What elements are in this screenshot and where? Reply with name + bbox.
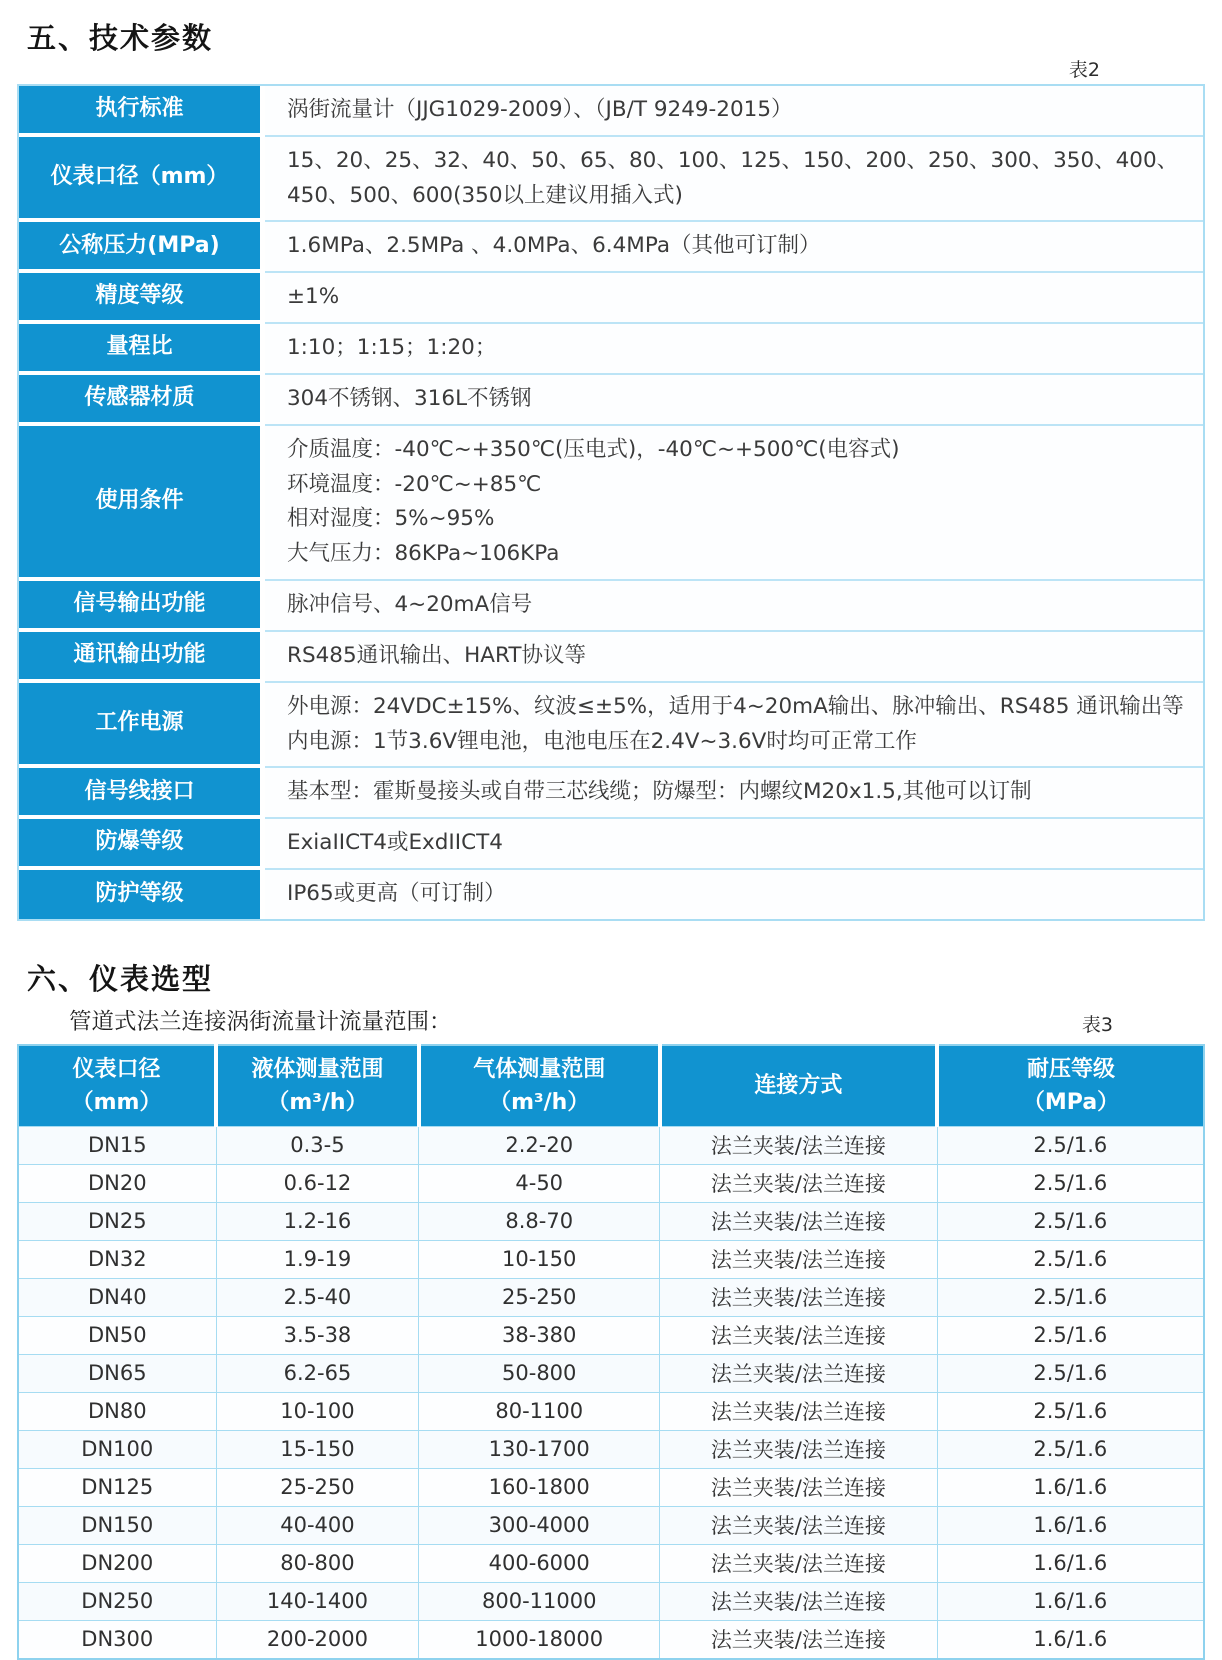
table-cell: DN200	[18, 1544, 216, 1582]
table-cell: 1.6/1.6	[937, 1506, 1204, 1544]
table-cell: DN125	[18, 1468, 216, 1506]
spec-parameter-value	[265, 768, 1203, 819]
column-header: 仪表口径 （mm）	[18, 1045, 216, 1127]
table-row	[18, 1392, 1204, 1430]
table-cell: 法兰夹装/法兰连接	[660, 1202, 938, 1240]
spec-row	[19, 683, 1203, 769]
table-cell: 2.5/1.6	[937, 1392, 1204, 1430]
selection-header-row	[18, 1045, 1204, 1127]
spec-parameter-value	[265, 375, 1203, 426]
table-row	[18, 1468, 1204, 1506]
spec-parameter-label: 仪表口径（mm）	[19, 137, 265, 223]
table-cell: 15-150	[216, 1430, 419, 1468]
spec-value-line: 介质温度：-40℃~+350℃(压电式)，-40℃~+500℃(电容式)	[287, 436, 900, 462]
table-row	[18, 1316, 1204, 1354]
table-cell: 140-1400	[216, 1582, 419, 1620]
spec-row	[19, 426, 1203, 581]
spec-value-line: 1:10；1:15；1:20；	[287, 335, 497, 361]
column-header: 耐压等级 （MPa）	[937, 1045, 1204, 1127]
table-cell: 2.2-20	[419, 1126, 660, 1164]
instrument-selection-table	[17, 1044, 1205, 1660]
table-cell: 130-1700	[419, 1430, 660, 1468]
table-cell: 400-6000	[419, 1544, 660, 1582]
spec-value-line: 环境温度：-20℃~+85℃	[287, 471, 542, 497]
table-cell: 80-800	[216, 1544, 419, 1582]
table-cell: DN100	[18, 1430, 216, 1468]
table-cell: 2.5/1.6	[937, 1164, 1204, 1202]
table-cell: 法兰夹装/法兰连接	[660, 1240, 938, 1278]
table-cell: 2.5/1.6	[937, 1354, 1204, 1392]
spec-parameter-value	[265, 86, 1203, 137]
spec-value-line: ExiaIICT4或ExdIICT4	[287, 830, 503, 856]
table-cell: 法兰夹装/法兰连接	[660, 1506, 938, 1544]
table-row	[18, 1620, 1204, 1659]
spec-parameter-value	[265, 581, 1203, 632]
table-cell: 10-100	[216, 1392, 419, 1430]
spec-parameter-label: 传感器材质	[19, 375, 265, 426]
table-cell: 法兰夹装/法兰连接	[660, 1316, 938, 1354]
spec-row	[19, 870, 1203, 919]
spec-parameter-label: 公称压力(MPa)	[19, 222, 265, 273]
spec-parameter-value	[265, 632, 1203, 683]
spec-parameter-label: 通讯输出功能	[19, 632, 265, 683]
spec-row	[19, 137, 1203, 223]
spec-value-line: 外电源：24VDC±15%、纹波≤±5%，适用于4~20mA输出、脉冲输出、RS485 通讯输出等内电源：1节3.6V锂电池，电池电压在2.4V~3.6V时均可正常工作	[287, 693, 1184, 754]
table-cell: DN15	[18, 1126, 216, 1164]
spec-parameter-label: 防护等级	[19, 870, 265, 919]
spec-value-line: ±1%	[287, 284, 340, 310]
spec-row	[19, 273, 1203, 324]
table-row	[18, 1126, 1204, 1164]
table-row	[18, 1582, 1204, 1620]
spec-parameter-label: 精度等级	[19, 273, 265, 324]
spec-parameter-value	[265, 819, 1203, 870]
spec-parameter-value	[265, 222, 1203, 273]
spec-parameter-label: 信号输出功能	[19, 581, 265, 632]
table-cell: 法兰夹装/法兰连接	[660, 1392, 938, 1430]
table-row	[18, 1430, 1204, 1468]
table-cell: DN32	[18, 1240, 216, 1278]
spec-parameter-value	[265, 870, 1203, 919]
spec-value-line: 1.6MPa、2.5MPa 、4.0MPa、6.4MPa（其他可订制）	[287, 233, 821, 259]
spec-row	[19, 632, 1203, 683]
table-cell: 0.6-12	[216, 1164, 419, 1202]
table-cell: 2.5/1.6	[937, 1430, 1204, 1468]
table-cell: 法兰夹装/法兰连接	[660, 1582, 938, 1620]
table-cell: 4-50	[419, 1164, 660, 1202]
spec-value-line: 大气压力：86KPa~106KPa	[287, 541, 560, 567]
section6-subtitle: 管道式法兰连接涡街流量计流量范围：	[69, 1008, 452, 1035]
table-cell: 300-4000	[419, 1506, 660, 1544]
table-cell: DN65	[18, 1354, 216, 1392]
table-row	[18, 1202, 1204, 1240]
table-row	[18, 1164, 1204, 1202]
column-header: 连接方式	[660, 1045, 938, 1127]
table-cell: 6.2-65	[216, 1354, 419, 1392]
column-header: 液体测量范围 （m³/h）	[216, 1045, 419, 1127]
table-cell: 1.6/1.6	[937, 1620, 1204, 1659]
table-cell: 法兰夹装/法兰连接	[660, 1278, 938, 1316]
spec-value-line: 15、20、25、32、40、50、65、80、100、125、150、200、250、300、350、400、450、500、600(350以上建议用插入式)	[287, 147, 1179, 208]
table-cell: 2.5-40	[216, 1278, 419, 1316]
section6-title: 六、仪表选型	[27, 961, 214, 996]
table-row	[18, 1354, 1204, 1392]
table-cell: 25-250	[419, 1278, 660, 1316]
section5-title: 五、技术参数	[27, 21, 214, 55]
spec-value-line: 相对湿度：5%~95%	[287, 506, 495, 532]
spec-parameter-label: 使用条件	[19, 426, 265, 581]
table-cell: 3.5-38	[216, 1316, 419, 1354]
table-cell: 法兰夹装/法兰连接	[660, 1126, 938, 1164]
table-row	[18, 1278, 1204, 1316]
spec-value-line: IP65或更高（可订制）	[287, 881, 506, 907]
selection-table-body	[18, 1126, 1204, 1659]
spec-row	[19, 375, 1203, 426]
table-cell: DN300	[18, 1620, 216, 1659]
table-cell: DN20	[18, 1164, 216, 1202]
table-cell: 法兰夹装/法兰连接	[660, 1430, 938, 1468]
table-row	[18, 1506, 1204, 1544]
table-cell: 8.8-70	[419, 1202, 660, 1240]
table2-tag: 表2	[1068, 59, 1100, 81]
table-row	[18, 1544, 1204, 1582]
table-cell: 法兰夹装/法兰连接	[660, 1164, 938, 1202]
table-cell: DN250	[18, 1582, 216, 1620]
table-cell: 2.5/1.6	[937, 1126, 1204, 1164]
table-cell: 法兰夹装/法兰连接	[660, 1620, 938, 1659]
spec-value-line: RS485通讯输出、HART协议等	[287, 642, 587, 668]
spec-parameter-value	[265, 137, 1203, 223]
spec-parameter-value	[265, 273, 1203, 324]
table-cell: 40-400	[216, 1506, 419, 1544]
table-cell: 1.2-16	[216, 1202, 419, 1240]
spec-row	[19, 581, 1203, 632]
column-header: 气体测量范围 （m³/h）	[419, 1045, 660, 1127]
table-cell: 160-1800	[419, 1468, 660, 1506]
table-cell: 800-11000	[419, 1582, 660, 1620]
spec-parameter-value	[265, 683, 1203, 769]
selection-table-header	[18, 1045, 1204, 1127]
table-cell: 法兰夹装/法兰连接	[660, 1354, 938, 1392]
table-cell: 2.5/1.6	[937, 1240, 1204, 1278]
spec-parameter-label: 防爆等级	[19, 819, 265, 870]
table-cell: 200-2000	[216, 1620, 419, 1659]
table-cell: DN80	[18, 1392, 216, 1430]
table-cell: DN150	[18, 1506, 216, 1544]
table-cell: 2.5/1.6	[937, 1316, 1204, 1354]
table-cell: 0.3-5	[216, 1126, 419, 1164]
spec-parameter-label: 信号线接口	[19, 768, 265, 819]
table-cell: 38-380	[419, 1316, 660, 1354]
table-cell: 1.6/1.6	[937, 1468, 1204, 1506]
spec-row	[19, 222, 1203, 273]
spec-value-line: 涡街流量计（JJG1029-2009）、（JB/T 9249-2015）	[287, 97, 793, 122]
spec-value-line: 基本型：霍斯曼接头或自带三芯线缆；防爆型：内螺纹M20x1.5,其他可以订制	[287, 779, 1032, 805]
table-cell: 1.6/1.6	[937, 1582, 1204, 1620]
spec-row	[19, 324, 1203, 375]
spec-parameter-label: 量程比	[19, 324, 265, 375]
table-cell: 法兰夹装/法兰连接	[660, 1468, 938, 1506]
spec-parameter-value	[265, 426, 1203, 581]
spec-parameter-label: 执行标准	[19, 86, 265, 137]
table-cell: 2.5/1.6	[937, 1202, 1204, 1240]
table-cell: DN40	[18, 1278, 216, 1316]
spec-parameter-label: 工作电源	[19, 683, 265, 769]
spec-value-line: 脉冲信号、4~20mA信号	[287, 592, 533, 618]
table-cell: 1000-18000	[419, 1620, 660, 1659]
table-cell: DN50	[18, 1316, 216, 1354]
spec-row	[19, 768, 1203, 819]
table-cell: 1.9-19	[216, 1240, 419, 1278]
table-cell: 2.5/1.6	[937, 1278, 1204, 1316]
table-cell: 80-1100	[419, 1392, 660, 1430]
section6-subtitle-row	[17, 1004, 1205, 1036]
spec-value-line: 304不锈钢、316L不锈钢	[287, 385, 532, 411]
spec-row	[19, 819, 1203, 870]
spec-parameter-value	[265, 324, 1203, 375]
table-cell: 10-150	[419, 1240, 660, 1278]
spec-row	[19, 86, 1203, 137]
table-cell: 法兰夹装/法兰连接	[660, 1544, 938, 1582]
table3-tag: 表3	[1081, 1013, 1113, 1036]
table-cell: 1.6/1.6	[937, 1544, 1204, 1582]
table-cell: 25-250	[216, 1468, 419, 1506]
table-row	[18, 1240, 1204, 1278]
table-cell: DN25	[18, 1202, 216, 1240]
technical-parameters-table	[17, 84, 1205, 921]
table-cell: 50-800	[419, 1354, 660, 1392]
